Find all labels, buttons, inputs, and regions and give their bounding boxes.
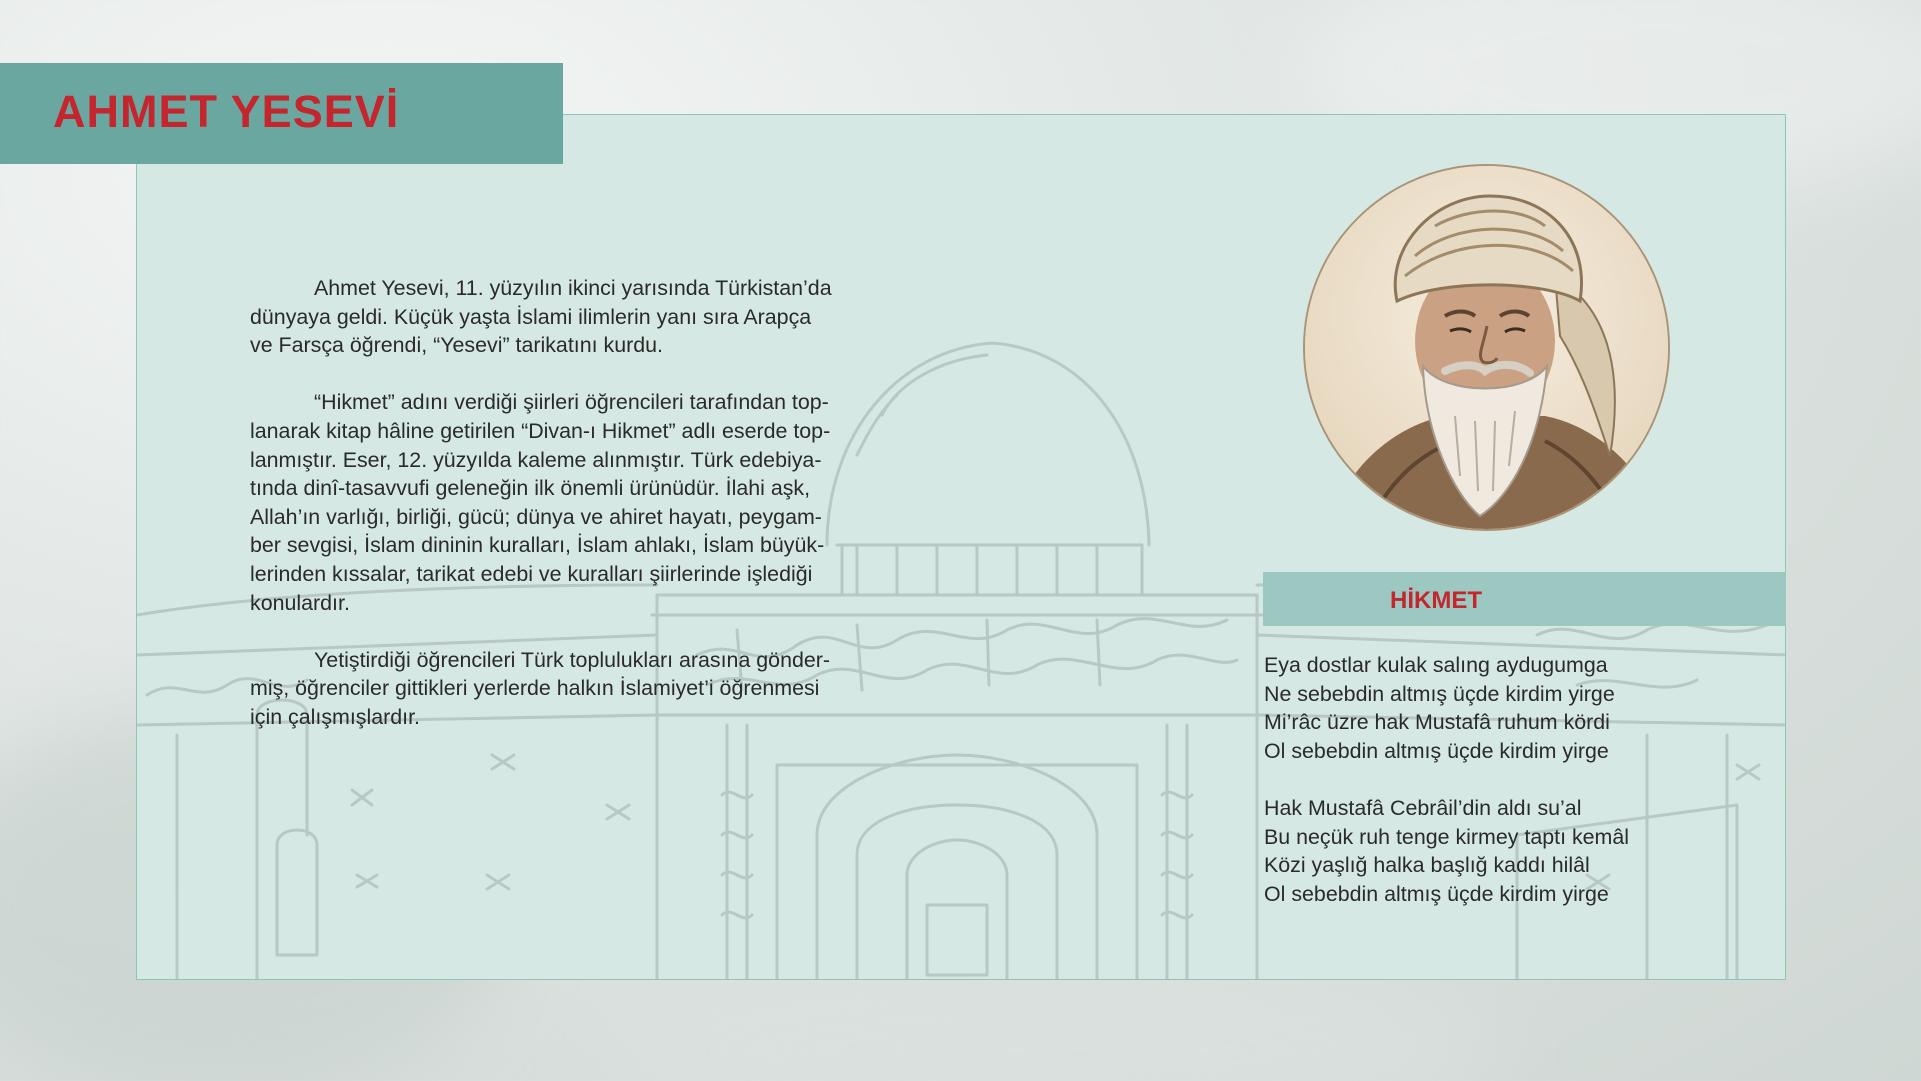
text-line: ber sevgisi, İslam dininin kuralları, İslam ahlakı, İslam büyük- bbox=[250, 533, 825, 558]
poem-line: Eya dostlar kulak salıng aydugumga bbox=[1264, 653, 1608, 677]
paragraph bbox=[250, 646, 910, 732]
poem-line: Mi’râc üzre hak Mustafâ ruhum kördi bbox=[1264, 710, 1610, 735]
poem-line: Közi yaşlığ halka başlığ kaddı hilâl bbox=[1264, 853, 1590, 878]
paragraph bbox=[250, 388, 910, 617]
text-line: lanmıştır. Eser, 12. yüzyılda kaleme alınmıştır. Türk edebiya- bbox=[250, 447, 822, 472]
portrait-image bbox=[1303, 164, 1670, 531]
text-line: Allah’ın varlığı, birliği, gücü; dünya ve ahiret hayatı, peygam- bbox=[250, 504, 822, 529]
text-line: konulardır. bbox=[250, 590, 350, 615]
page-title: AHMET YESEVİ bbox=[53, 86, 400, 137]
text-line: Ahmet Yesevi, 11. yüzyılın ikinci yarısında Türkistan’da bbox=[314, 276, 832, 300]
poem-line: Ol sebebdin altmış üçde kirdim yirge bbox=[1264, 881, 1609, 906]
text-line: için çalışmışlardır. bbox=[250, 704, 420, 729]
hikmet-title: HİKMET bbox=[1390, 587, 1482, 614]
hikmet-banner bbox=[1263, 572, 1786, 626]
hikmet-poem bbox=[1264, 651, 1784, 937]
poem-line: Ol sebebdin altmış üçde kirdim yirge bbox=[1264, 738, 1609, 763]
poem-line: Hak Mustafâ Cebrâil’din aldı su’al bbox=[1264, 795, 1582, 820]
text-line: ve Farsça öğrendi, “Yesevi” tarikatını kurdu. bbox=[250, 333, 663, 358]
text-line: Yetiştirdiği öğrencileri Türk toplulukları arasına gönder- bbox=[314, 647, 831, 672]
biography-text bbox=[250, 274, 910, 760]
text-line: lanarak kitap hâline getirilen “Divan-ı Hikmet” adlı eserde top- bbox=[250, 418, 831, 443]
poem-line: Ne sebebdin altmış üçde kirdim yirge bbox=[1264, 681, 1615, 706]
text-line: tında dinî-tasavvufi geleneğin ilk önemli ürünüdür. İlahi aşk, bbox=[250, 476, 811, 501]
poem-stanza bbox=[1264, 794, 1784, 908]
text-line: lerinden kıssalar, tarikat edebi ve kuralları şiirlerinde işlediği bbox=[250, 561, 813, 586]
text-line: miş, öğrenciler gittikleri yerlerde halkın İslamiyet’i öğrenmesi bbox=[250, 676, 820, 701]
poem-line: Bu neçük ruh tenge kirmey taptı kemâl bbox=[1264, 824, 1630, 849]
paragraph bbox=[250, 274, 910, 360]
text-line: dünyaya geldi. Küçük yaşta İslami ilimlerin yanı sıra Arapça bbox=[250, 304, 812, 329]
text-line: “Hikmet” adını verdiği şiirleri öğrencileri tarafından top- bbox=[314, 390, 829, 415]
poem-stanza bbox=[1264, 651, 1784, 765]
